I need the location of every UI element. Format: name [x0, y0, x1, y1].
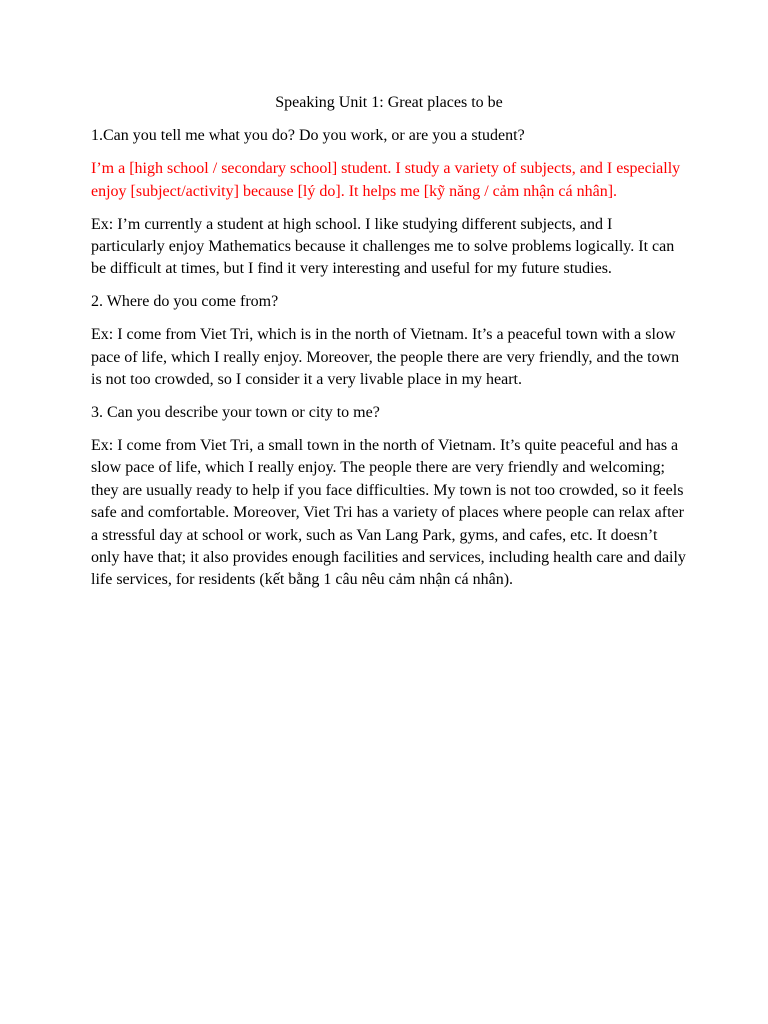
document-body — [91, 92, 687, 592]
answer-template-1: I’m a [high school / secondary school] student. I study a variety of subjects, and I especially enjoy [subject/activity] because [lý do]. It helps me [kỹ năng / cảm nhận cá nhân]. — [91, 160, 681, 200]
example-answer-3: Ex: I come from Viet Tri, a small town in the north of Vietnam. It’s quite peaceful and has a slow pace of life, which I really enjoy. The people there are very friendly and welcoming; they are usually ready to help if you face difficulties. My town is not too crowded, so it feels safe and comfortable. Moreover, Viet Tri has a variety of places where people can relax after a stressful day at school or work, such as Van Lang Park, gyms, and cafes, etc. It doesn’t only have that; it also provides enough facilities and services, including health care and daily life services, for residents (kết bằng 1 câu nêu cảm nhận cá nhân). — [91, 436, 686, 589]
document-title: Speaking Unit 1: Great places to be — [275, 94, 503, 111]
question-3: 3. Can you describe your town or city to me? — [91, 403, 380, 421]
example-answer-1: Ex: I’m currently a student at high school. I like studying different subjects, and I particularly enjoy Mathematics because it challenges me to solve problems logically. It can be difficult at times, but I find it very interesting and useful for my future studies. — [91, 215, 675, 278]
question-2: 2. Where do you come from? — [91, 293, 279, 311]
example-answer-2: Ex: I come from Viet Tri, which is in the north of Vietnam. It’s a peaceful town with a slow pace of life, which I really enjoy. Moreover, the people there are very friendly, and the town is not too crowded, so I consider it a very livable place in my heart. — [91, 326, 680, 389]
question-1: 1.Can you tell me what you do? Do you work, or are you a student? — [91, 127, 525, 145]
